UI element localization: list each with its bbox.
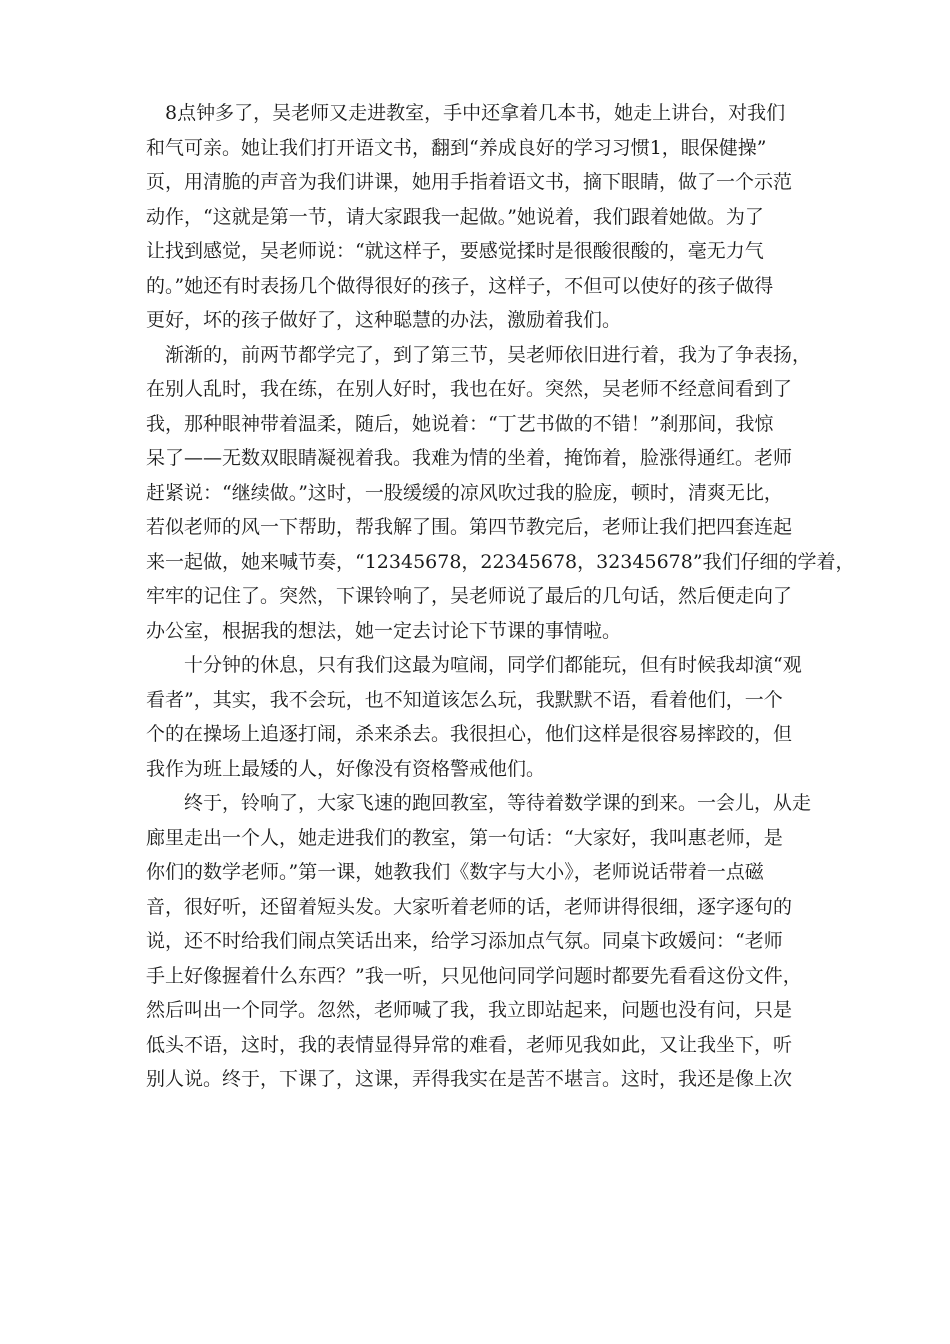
paragraph-3 — [146, 648, 826, 786]
text-line: 说，还不时给我们闹点笑话出来，给学习添加点气氛。同桌卞政媛问：“老师 — [146, 930, 783, 952]
text-line: 让找到感觉，吴老师说：“就这样子，要感觉揉时是很酸很酸的，毫无力气 — [146, 240, 764, 262]
paragraph-1 — [146, 96, 826, 338]
text-line: 更好，坏的孩子做好了，这种聪慧的办法，激励着我们。 — [146, 309, 622, 331]
text-line: 的。”她还有时表扬几个做得很好的孩子，这样子，不但可以使好的孩子做得 — [146, 274, 774, 297]
text-line: 页，用清脆的声音为我们讲课，她用手指着语文书，摘下眼睛，做了一个示范 — [146, 171, 793, 193]
text-line: 我，那种眼神带着温柔，随后，她说着：“丁艺书做的不错！”刹那间，我惊 — [146, 412, 774, 435]
text-line: 赶紧说：“继续做。”这时，一股缓缓的凉风吹过我的脸庞，顿时，清爽无比， — [146, 481, 783, 504]
text-line: 办公室，根据我的想法，她一定去讨论下节课的事情啦。 — [146, 619, 622, 642]
text-line: 手上好像握着什么东西？”我一听，只见他问同学问题时都要先看看这份文件， — [146, 964, 802, 987]
text-line: 牢牢的记住了。突然，下课铃响了，吴老师说了最后的几句话，然后便走向了 — [146, 585, 793, 607]
text-line: 呆了——无数双眼睛凝视着我。我难为情的坐着，掩饰着，脸涨得通红。老师 — [146, 447, 793, 469]
text-line: 然后叫出一个同学。忽然，老师喊了我，我立即站起来，问题也没有问，只是 — [146, 999, 793, 1021]
text-line: 别人说。终于，下课了，这课，弄得我实在是苦不堪言。这时，我还是像上次 — [146, 1068, 793, 1090]
text-line: 8点钟多了，吴老师又走进教室，手中还拿着几本书，她走上讲台，对我们 — [146, 102, 786, 124]
essay-body — [146, 96, 855, 1097]
text-line: 看者”，其实，我不会玩，也不知道该怎么玩，我默默不语，看着他们，一个 — [146, 688, 783, 711]
text-line: 动作，“这就是第一节，请大家跟我一起做。”她说着，我们跟着她做。为了 — [146, 205, 764, 228]
text-line: 在别人乱时，我在练，在别人好时，我也在好。突然，吴老师不经意间看到了 — [146, 378, 793, 400]
text-line: 十分钟的休息，只有我们这最为喧闹，同学们都能玩，但有时候我却演“观 — [146, 654, 802, 676]
text-line: 我作为班上最矮的人，好像没有资格警戒他们。 — [146, 757, 546, 780]
text-line: 廊里走出一个人，她走进我们的教室，第一句话：“大家好，我叫惠老师，是 — [146, 826, 783, 849]
paragraph-2 — [146, 338, 855, 649]
text-line: 若似老师的风一下帮助，帮我解了围。第四节教完后，老师让我们把四套连起 — [146, 516, 793, 538]
text-line: 音，很好听，还留着短头发。大家听着老师的话，老师讲得很细，逐字逐句的 — [146, 895, 793, 918]
text-line: 终于，铃响了，大家飞速的跑回教室，等待着数学课的到来。一会儿，从走 — [146, 792, 812, 814]
text-line: 个的在操场上追逐打闹，杀来杀去。我很担心，他们这样是很容易摔跤的，但 — [146, 723, 793, 745]
text-line: 渐渐的，前两节都学完了，到了第三节，吴老师依旧进行着，我为了争表扬， — [146, 343, 812, 366]
text-line: 低头不语，这时，我的表情显得异常的难看，老师见我如此，又让我坐下，听 — [146, 1033, 793, 1056]
paragraph-4 — [146, 786, 826, 1097]
text-line: 和气可亲。她让我们打开语文书，翻到“养成良好的学习习惯1，眼保健操” — [146, 136, 767, 159]
text-line: 来一起做，她来喊节奏，“12345678，22345678，32345678”我们仔细的学着， — [146, 550, 855, 573]
text-line: 你们的数学老师。”第一课，她教我们《数字与大小》，老师说话带着一点磁 — [146, 861, 764, 883]
